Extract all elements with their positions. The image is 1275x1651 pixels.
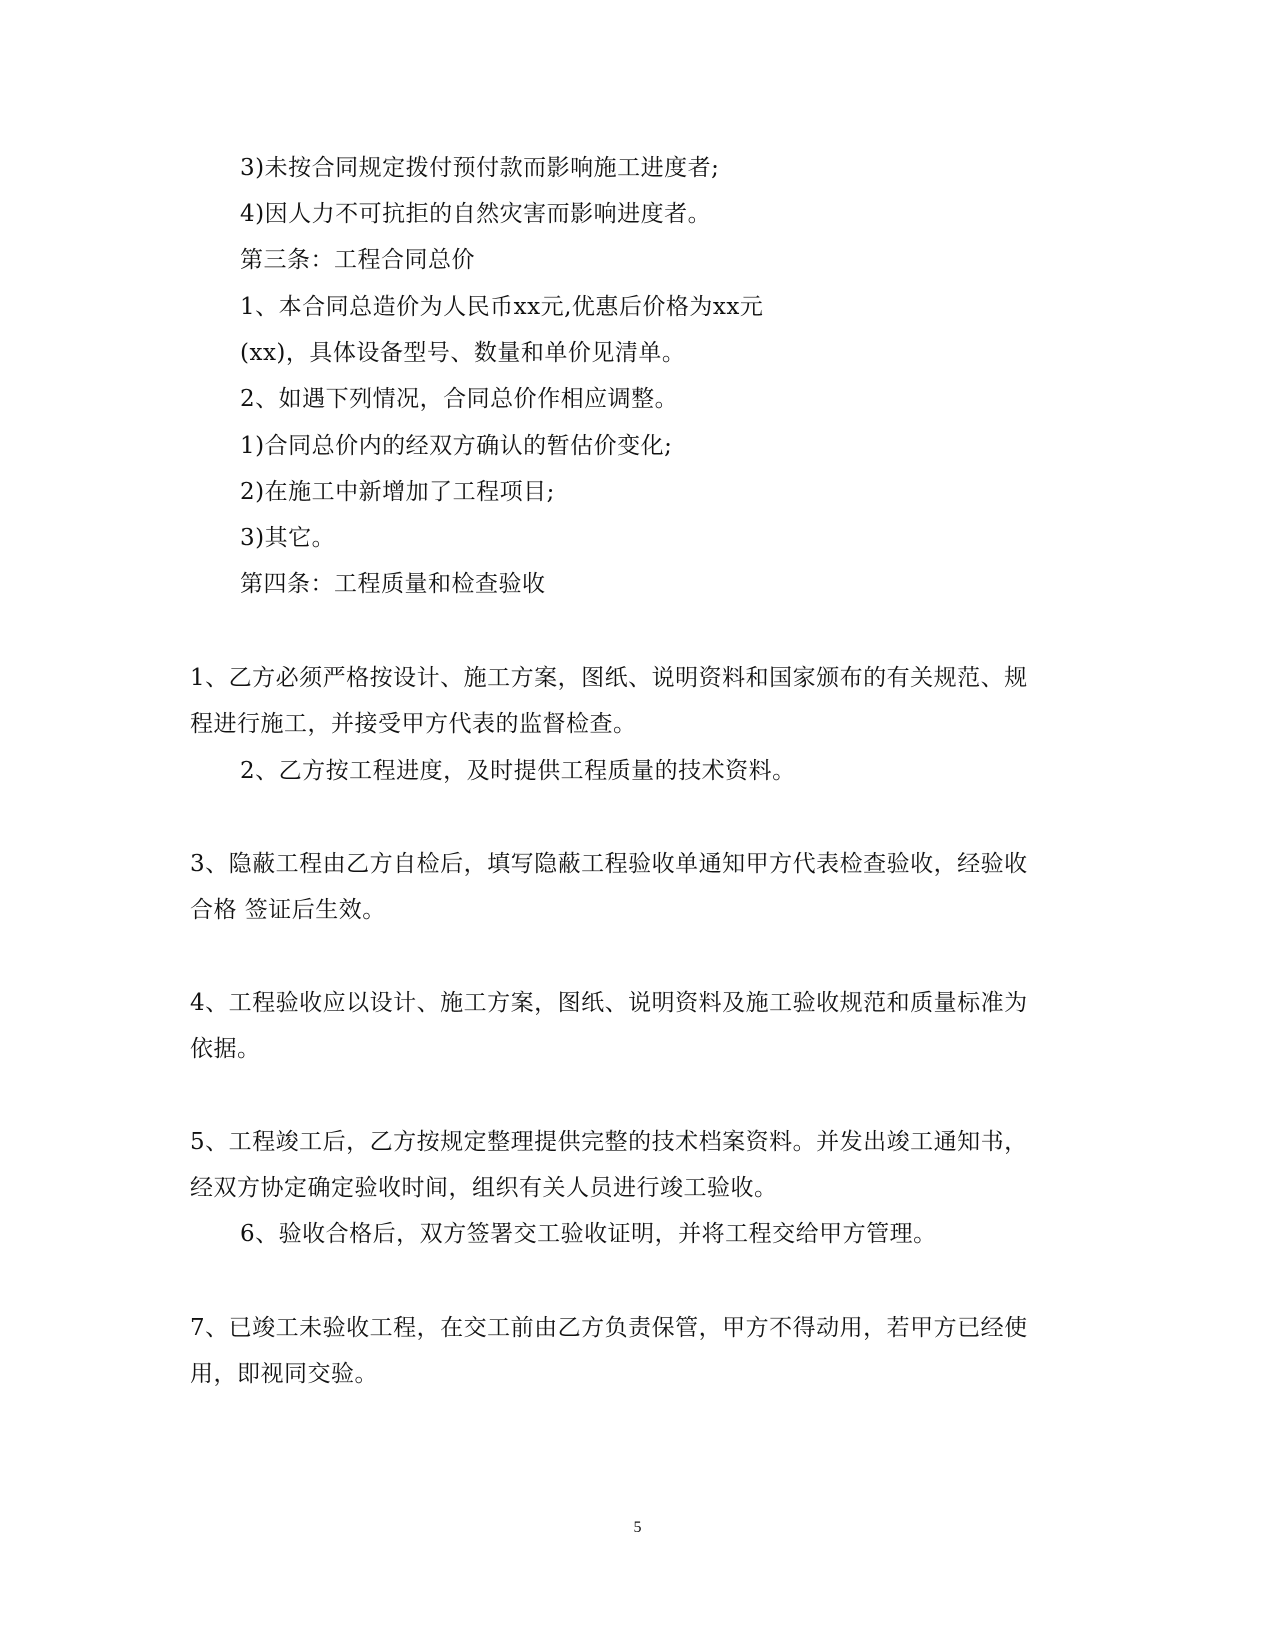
text-line: 3)其它。 xyxy=(240,525,336,551)
text-line: 3)未按合同规定拨付预付款而影响施工进度者; xyxy=(240,155,720,181)
text-line: 1、乙方必须严格按设计、施工方案，图纸、说明资料和国家颁布的有关规范、规 xyxy=(190,665,1028,691)
text-line: 2)在施工中新增加了工程项目; xyxy=(240,479,555,505)
text-line: 用，即视同交验。 xyxy=(190,1361,378,1387)
text-line: 5、工程竣工后，乙方按规定整理提供完整的技术档案资料。并发出竣工通知书， xyxy=(190,1129,1028,1155)
text-line: 1、本合同总造价为人民币xx元,优惠后价格为xx元 xyxy=(240,294,764,320)
text-line: 合格 签证后生效。 xyxy=(190,897,386,923)
section-heading: 第三条：工程合同总价 xyxy=(240,247,475,273)
text-line: 2、如遇下列情况，合同总价作相应调整。 xyxy=(240,386,679,412)
text-line: (xx)，具体设备型号、数量和单价见清单。 xyxy=(240,340,686,366)
text-line: 程进行施工，并接受甲方代表的监督检查。 xyxy=(190,711,637,737)
page-number: 5 xyxy=(633,1519,642,1536)
text-line: 2、乙方按工程进度，及时提供工程质量的技术资料。 xyxy=(240,758,796,784)
section-heading: 第四条：工程质量和检查验收 xyxy=(240,571,546,597)
text-line: 依据。 xyxy=(190,1036,261,1062)
text-line: 4)因人力不可抗拒的自然灾害而影响进度者。 xyxy=(240,201,712,227)
text-line: 7、已竣工未验收工程，在交工前由乙方负责保管，甲方不得动用，若甲方已经使 xyxy=(190,1315,1028,1341)
text-line: 3、隐蔽工程由乙方自检后，填写隐蔽工程验收单通知甲方代表检查验收，经验收 xyxy=(190,851,1028,877)
text-line: 4、工程验收应以设计、施工方案，图纸、说明资料及施工验收规范和质量标准为 xyxy=(190,990,1028,1016)
text-line: 1)合同总价内的经双方确认的暂估价变化; xyxy=(240,433,673,459)
text-line: 6、验收合格后，双方签署交工验收证明，并将工程交给甲方管理。 xyxy=(240,1221,937,1247)
text-line: 经双方协定确定验收时间，组织有关人员进行竣工验收。 xyxy=(190,1175,778,1201)
